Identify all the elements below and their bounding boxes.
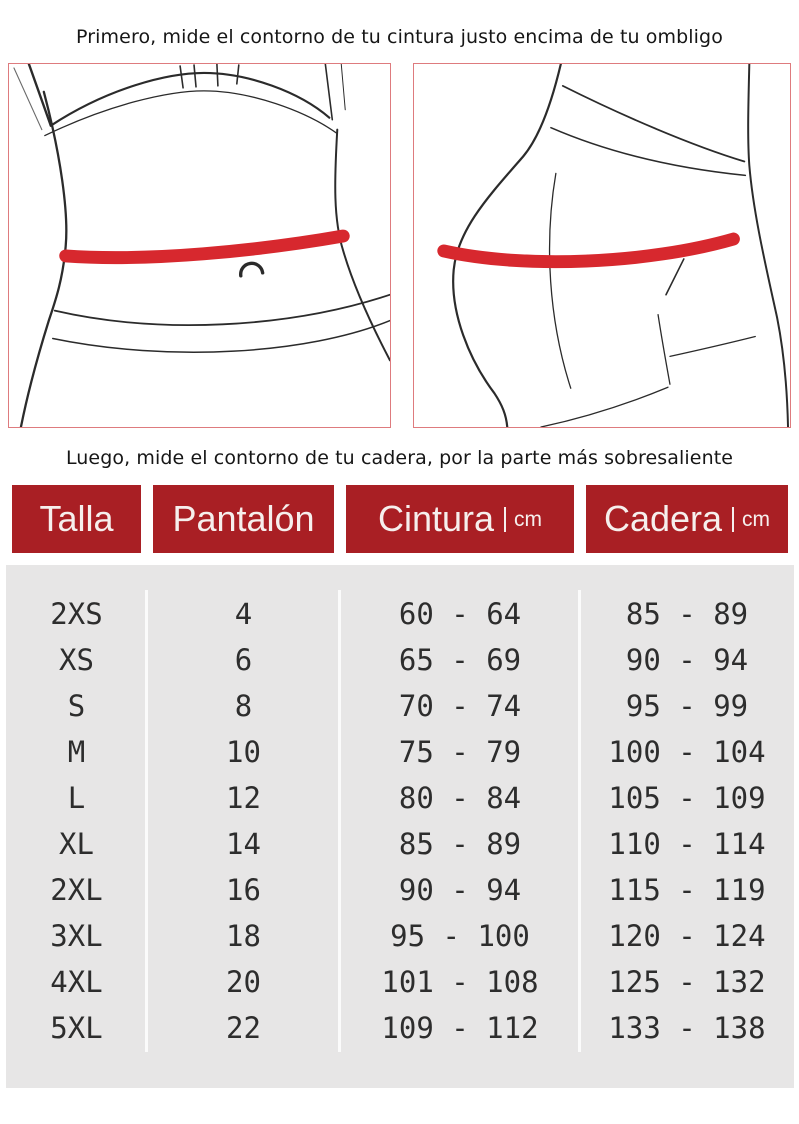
- talla-cell: XS: [59, 643, 94, 677]
- pantalon-cell: 8: [234, 689, 253, 723]
- header-cintura: [346, 485, 574, 553]
- cadera-cell: 133 - 138: [608, 1011, 766, 1045]
- cintura-cell: 70 - 74: [398, 689, 522, 723]
- header-cintura-label: Cintura: [377, 498, 495, 539]
- header-pantalon-label: Pantalón: [172, 498, 315, 539]
- talla-cell: XL: [59, 827, 94, 861]
- table-row: [6, 637, 794, 683]
- header-pantalon: [153, 485, 334, 553]
- hips-line-art: [444, 64, 788, 427]
- cadera-cell: 85 - 89: [625, 597, 749, 631]
- pantalon-cell: 4: [234, 597, 253, 631]
- header-cadera: [586, 485, 788, 553]
- talla-cell: S: [67, 689, 86, 723]
- column-divider: [578, 590, 581, 1052]
- pantalon-cell: 12: [226, 781, 261, 815]
- talla-cell: 2XL: [50, 873, 103, 907]
- hip-measurement-illustration: [413, 63, 791, 428]
- waist-measuring-band: [66, 236, 344, 258]
- talla-cell: L: [67, 781, 86, 815]
- pantalon-cell: 16: [226, 873, 261, 907]
- talla-cell: 4XL: [50, 965, 103, 999]
- pantalon-cell: 10: [226, 735, 261, 769]
- pantalon-cell: 6: [234, 643, 253, 677]
- cadera-cell: 125 - 132: [608, 965, 766, 999]
- waist-instruction: Primero, mide el contorno de tu cintura justo encima de tu ombligo: [76, 26, 723, 48]
- table-row: [6, 683, 794, 729]
- talla-cell: 5XL: [50, 1011, 103, 1045]
- column-divider: [338, 590, 341, 1052]
- talla-cell: M: [67, 735, 86, 769]
- cintura-cell: 60 - 64: [398, 597, 522, 631]
- pantalon-cell: 14: [226, 827, 261, 861]
- table-row: [6, 775, 794, 821]
- table-row: [6, 867, 794, 913]
- table-row: [6, 821, 794, 867]
- header-cadera-label: Cadera: [603, 498, 723, 539]
- table-row: [6, 959, 794, 1005]
- table-row: [6, 729, 794, 775]
- navel-mark: [241, 263, 263, 276]
- cintura-cell: 109 - 112: [381, 1011, 539, 1045]
- cintura-cell: 65 - 69: [398, 643, 522, 677]
- header-cintura-unit: cm: [504, 507, 542, 532]
- talla-cell: 3XL: [50, 919, 103, 953]
- hip-measuring-band: [444, 239, 734, 262]
- size-table-body: [6, 565, 794, 1088]
- front-torso-drawing-icon: [9, 64, 390, 427]
- size-guide-page: [0, 24, 799, 1088]
- cintura-cell: 101 - 108: [381, 965, 539, 999]
- cintura-cell: 75 - 79: [398, 735, 522, 769]
- header-talla-label: Talla: [39, 498, 114, 539]
- torso-line-art: [14, 64, 390, 427]
- cintura-cell: 85 - 89: [398, 827, 522, 861]
- cadera-cell: 95 - 99: [625, 689, 749, 723]
- size-table: [6, 485, 794, 1088]
- size-table-header-row: [6, 485, 794, 553]
- table-row: [6, 591, 794, 637]
- illustration-row: [0, 63, 799, 428]
- cintura-cell: 90 - 94: [398, 873, 522, 907]
- cadera-cell: 120 - 124: [608, 919, 766, 953]
- table-row: [6, 913, 794, 959]
- waist-measurement-illustration: [8, 63, 391, 428]
- column-divider: [145, 590, 148, 1052]
- header-talla: [12, 485, 141, 553]
- cadera-cell: 115 - 119: [608, 873, 766, 907]
- talla-cell: 2XS: [50, 597, 103, 631]
- cintura-cell: 80 - 84: [398, 781, 522, 815]
- pantalon-cell: 20: [226, 965, 261, 999]
- hip-instruction: Luego, mide el contorno de tu cadera, por la parte más sobresaliente: [65, 447, 734, 469]
- pantalon-cell: 18: [226, 919, 261, 953]
- header-cadera-unit: cm: [732, 507, 770, 532]
- cadera-cell: 100 - 104: [608, 735, 766, 769]
- back-hips-drawing-icon: [414, 64, 790, 427]
- cadera-cell: 105 - 109: [608, 781, 766, 815]
- pantalon-cell: 22: [226, 1011, 261, 1045]
- cintura-cell: 95 - 100: [390, 919, 530, 953]
- cadera-cell: 90 - 94: [625, 643, 749, 677]
- table-row: [6, 1005, 794, 1051]
- cadera-cell: 110 - 114: [608, 827, 766, 861]
